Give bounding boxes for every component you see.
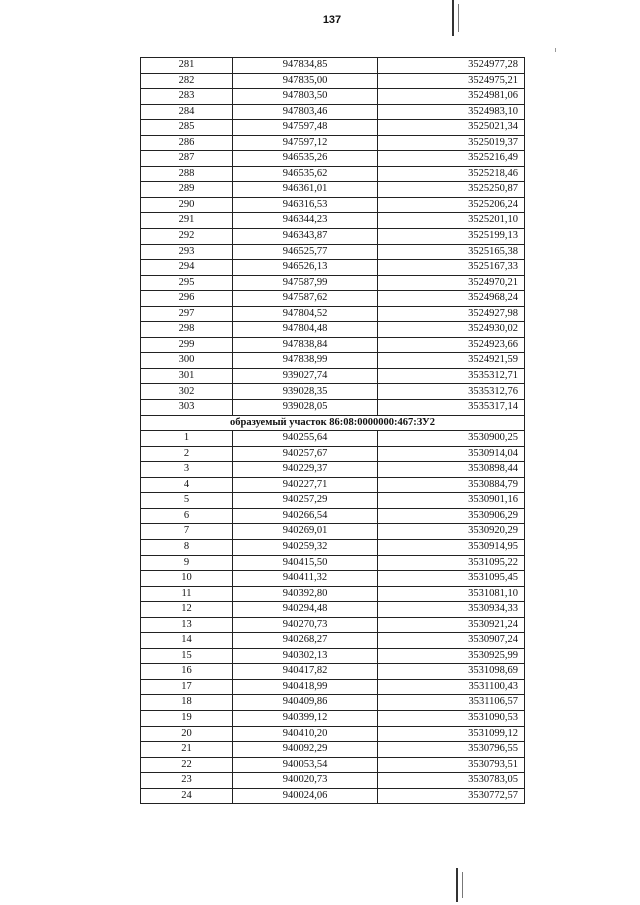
- y-coordinate: 3531098,69: [378, 664, 525, 680]
- x-coordinate: 940302,13: [233, 648, 378, 664]
- table-row: [141, 182, 525, 198]
- point-number: 7: [141, 524, 233, 540]
- y-coordinate: 3530884,79: [378, 477, 525, 493]
- y-coordinate: 3535312,71: [378, 368, 525, 384]
- y-coordinate: 3524975,21: [378, 73, 525, 89]
- table-row: [141, 291, 525, 307]
- point-number: 303: [141, 400, 233, 416]
- x-coordinate: 946535,62: [233, 166, 378, 182]
- point-number: 11: [141, 586, 233, 602]
- point-number: 286: [141, 135, 233, 151]
- x-coordinate: 940411,32: [233, 571, 378, 587]
- x-coordinate: 946361,01: [233, 182, 378, 198]
- point-number: 15: [141, 648, 233, 664]
- scan-mark-bottom: [456, 868, 458, 902]
- y-coordinate: 3530920,29: [378, 524, 525, 540]
- table-row: [141, 586, 525, 602]
- point-number: 291: [141, 213, 233, 229]
- x-coordinate: 940415,50: [233, 555, 378, 571]
- point-number: 3: [141, 462, 233, 478]
- y-coordinate: 3525199,13: [378, 229, 525, 245]
- y-coordinate: 3530900,25: [378, 431, 525, 447]
- scan-mark-top-thin: [458, 4, 459, 32]
- table-row: [141, 664, 525, 680]
- y-coordinate: 3525250,87: [378, 182, 525, 198]
- table-row: [141, 617, 525, 633]
- point-number: 10: [141, 571, 233, 587]
- x-coordinate: 940053,54: [233, 757, 378, 773]
- point-number: 283: [141, 89, 233, 105]
- y-coordinate: 3524927,98: [378, 306, 525, 322]
- x-coordinate: 947803,50: [233, 89, 378, 105]
- point-number: 16: [141, 664, 233, 680]
- table-row: [141, 120, 525, 136]
- x-coordinate: 946343,87: [233, 229, 378, 245]
- x-coordinate: 947804,48: [233, 322, 378, 338]
- point-number: 300: [141, 353, 233, 369]
- x-coordinate: 947803,46: [233, 104, 378, 120]
- x-coordinate: 947597,12: [233, 135, 378, 151]
- point-number: 299: [141, 337, 233, 353]
- table-row: [141, 213, 525, 229]
- point-number: 290: [141, 197, 233, 213]
- point-number: 21: [141, 742, 233, 758]
- point-number: 292: [141, 229, 233, 245]
- x-coordinate: 946344,23: [233, 213, 378, 229]
- table-row: [141, 368, 525, 384]
- coordinates-table: [140, 57, 525, 804]
- table-row: [141, 493, 525, 509]
- x-coordinate: 939028,05: [233, 400, 378, 416]
- point-number: 18: [141, 695, 233, 711]
- table-row: [141, 353, 525, 369]
- x-coordinate: 947838,99: [233, 353, 378, 369]
- point-number: 5: [141, 493, 233, 509]
- x-coordinate: 940024,06: [233, 788, 378, 804]
- page-number: 137: [322, 14, 342, 26]
- point-number: 6: [141, 508, 233, 524]
- table-row: [141, 166, 525, 182]
- table-row: [141, 788, 525, 804]
- table-row: [141, 602, 525, 618]
- y-coordinate: 3530934,33: [378, 602, 525, 618]
- y-coordinate: 3530914,95: [378, 539, 525, 555]
- y-coordinate: 3531095,45: [378, 571, 525, 587]
- y-coordinate: 3530783,05: [378, 773, 525, 789]
- point-number: 302: [141, 384, 233, 400]
- point-number: 287: [141, 151, 233, 167]
- table-row: [141, 710, 525, 726]
- x-coordinate: 940409,86: [233, 695, 378, 711]
- table-row: [141, 446, 525, 462]
- point-number: 297: [141, 306, 233, 322]
- table-row: [141, 757, 525, 773]
- x-coordinate: 940257,29: [233, 493, 378, 509]
- y-coordinate: 3525021,34: [378, 120, 525, 136]
- point-number: 284: [141, 104, 233, 120]
- point-number: 301: [141, 368, 233, 384]
- point-number: 295: [141, 275, 233, 291]
- table-row: [141, 742, 525, 758]
- y-coordinate: 3524981,06: [378, 89, 525, 105]
- point-number: 17: [141, 679, 233, 695]
- table-row: [141, 337, 525, 353]
- y-coordinate: 3531100,43: [378, 679, 525, 695]
- table-row: [141, 229, 525, 245]
- y-coordinate: 3530901,16: [378, 493, 525, 509]
- x-coordinate: 947834,85: [233, 58, 378, 74]
- table-row: [141, 524, 525, 540]
- y-coordinate: 3531090,53: [378, 710, 525, 726]
- table-row: [141, 73, 525, 89]
- point-number: 12: [141, 602, 233, 618]
- point-number: 19: [141, 710, 233, 726]
- point-number: 23: [141, 773, 233, 789]
- table-row: [141, 400, 525, 416]
- y-coordinate: 3530772,57: [378, 788, 525, 804]
- table-row: [141, 508, 525, 524]
- y-coordinate: 3530906,29: [378, 508, 525, 524]
- y-coordinate: 3524930,02: [378, 322, 525, 338]
- x-coordinate: 940392,80: [233, 586, 378, 602]
- x-coordinate: 940092,29: [233, 742, 378, 758]
- point-number: 293: [141, 244, 233, 260]
- y-coordinate: 3525167,33: [378, 260, 525, 276]
- y-coordinate: 3535312,76: [378, 384, 525, 400]
- table-row: [141, 633, 525, 649]
- y-coordinate: 3525201,10: [378, 213, 525, 229]
- table-row: [141, 322, 525, 338]
- y-coordinate: 3524983,10: [378, 104, 525, 120]
- x-coordinate: 946526,13: [233, 260, 378, 276]
- point-number: 296: [141, 291, 233, 307]
- point-number: 282: [141, 73, 233, 89]
- x-coordinate: 946535,26: [233, 151, 378, 167]
- table-row: [141, 104, 525, 120]
- x-coordinate: 940410,20: [233, 726, 378, 742]
- x-coordinate: 947804,52: [233, 306, 378, 322]
- y-coordinate: 3524921,59: [378, 353, 525, 369]
- y-coordinate: 3531106,57: [378, 695, 525, 711]
- table-row: [141, 306, 525, 322]
- point-number: 20: [141, 726, 233, 742]
- y-coordinate: 3524968,24: [378, 291, 525, 307]
- x-coordinate: 947838,84: [233, 337, 378, 353]
- x-coordinate: 947597,48: [233, 120, 378, 136]
- x-coordinate: 940259,32: [233, 539, 378, 555]
- y-coordinate: 3525206,24: [378, 197, 525, 213]
- point-number: 1: [141, 431, 233, 447]
- y-coordinate: 3524970,21: [378, 275, 525, 291]
- x-coordinate: 940255,64: [233, 431, 378, 447]
- x-coordinate: 940268,27: [233, 633, 378, 649]
- table-row: [141, 244, 525, 260]
- y-coordinate: 3525165,38: [378, 244, 525, 260]
- section-title: образуемый участок 86:08:0000000:467:ЗУ2: [141, 415, 525, 431]
- table-row: [141, 773, 525, 789]
- x-coordinate: 940229,37: [233, 462, 378, 478]
- x-coordinate: 940227,71: [233, 477, 378, 493]
- point-number: 289: [141, 182, 233, 198]
- y-coordinate: 3530796,55: [378, 742, 525, 758]
- table-row: [141, 275, 525, 291]
- x-coordinate: 946525,77: [233, 244, 378, 260]
- table-row: [141, 135, 525, 151]
- table-row: [141, 431, 525, 447]
- y-coordinate: 3530793,51: [378, 757, 525, 773]
- x-coordinate: 940020,73: [233, 773, 378, 789]
- table-row: [141, 539, 525, 555]
- y-coordinate: 3530907,24: [378, 633, 525, 649]
- point-number: 13: [141, 617, 233, 633]
- x-coordinate: 947835,00: [233, 73, 378, 89]
- y-coordinate: 3530925,99: [378, 648, 525, 664]
- table-row: [141, 648, 525, 664]
- y-coordinate: 3525019,37: [378, 135, 525, 151]
- y-coordinate: 3524923,66: [378, 337, 525, 353]
- x-coordinate: 940269,01: [233, 524, 378, 540]
- scan-mark-top: [452, 0, 454, 36]
- scan-mark-bottom-thin: [462, 872, 463, 898]
- table-row: [141, 679, 525, 695]
- table-row: [141, 260, 525, 276]
- x-coordinate: 940399,12: [233, 710, 378, 726]
- table-row: [141, 477, 525, 493]
- point-number: 285: [141, 120, 233, 136]
- point-number: 14: [141, 633, 233, 649]
- table-row: [141, 89, 525, 105]
- table-row: [141, 384, 525, 400]
- point-number: 8: [141, 539, 233, 555]
- y-coordinate: 3530921,24: [378, 617, 525, 633]
- x-coordinate: 940270,73: [233, 617, 378, 633]
- point-number: 9: [141, 555, 233, 571]
- x-coordinate: 940418,99: [233, 679, 378, 695]
- point-number: 22: [141, 757, 233, 773]
- table-row: [141, 462, 525, 478]
- x-coordinate: 946316,53: [233, 197, 378, 213]
- y-coordinate: 3525218,46: [378, 166, 525, 182]
- table-row: [141, 571, 525, 587]
- x-coordinate: 940266,54: [233, 508, 378, 524]
- y-coordinate: 3531081,10: [378, 586, 525, 602]
- x-coordinate: 939028,35: [233, 384, 378, 400]
- point-number: 281: [141, 58, 233, 74]
- x-coordinate: 939027,74: [233, 368, 378, 384]
- x-coordinate: 947587,62: [233, 291, 378, 307]
- point-number: 288: [141, 166, 233, 182]
- table-row: [141, 695, 525, 711]
- table-row: [141, 555, 525, 571]
- section-header-row: [141, 415, 525, 431]
- point-number: 2: [141, 446, 233, 462]
- table-row: [141, 197, 525, 213]
- y-coordinate: 3530914,04: [378, 446, 525, 462]
- point-number: 4: [141, 477, 233, 493]
- table-row: [141, 151, 525, 167]
- scan-speck-right: [555, 48, 556, 52]
- table-row: [141, 58, 525, 74]
- point-number: 298: [141, 322, 233, 338]
- y-coordinate: 3530898,44: [378, 462, 525, 478]
- x-coordinate: 947587,99: [233, 275, 378, 291]
- x-coordinate: 940257,67: [233, 446, 378, 462]
- y-coordinate: 3531095,22: [378, 555, 525, 571]
- x-coordinate: 940417,82: [233, 664, 378, 680]
- table-row: [141, 726, 525, 742]
- x-coordinate: 940294,48: [233, 602, 378, 618]
- y-coordinate: 3531099,12: [378, 726, 525, 742]
- point-number: 24: [141, 788, 233, 804]
- point-number: 294: [141, 260, 233, 276]
- y-coordinate: 3525216,49: [378, 151, 525, 167]
- y-coordinate: 3524977,28: [378, 58, 525, 74]
- y-coordinate: 3535317,14: [378, 400, 525, 416]
